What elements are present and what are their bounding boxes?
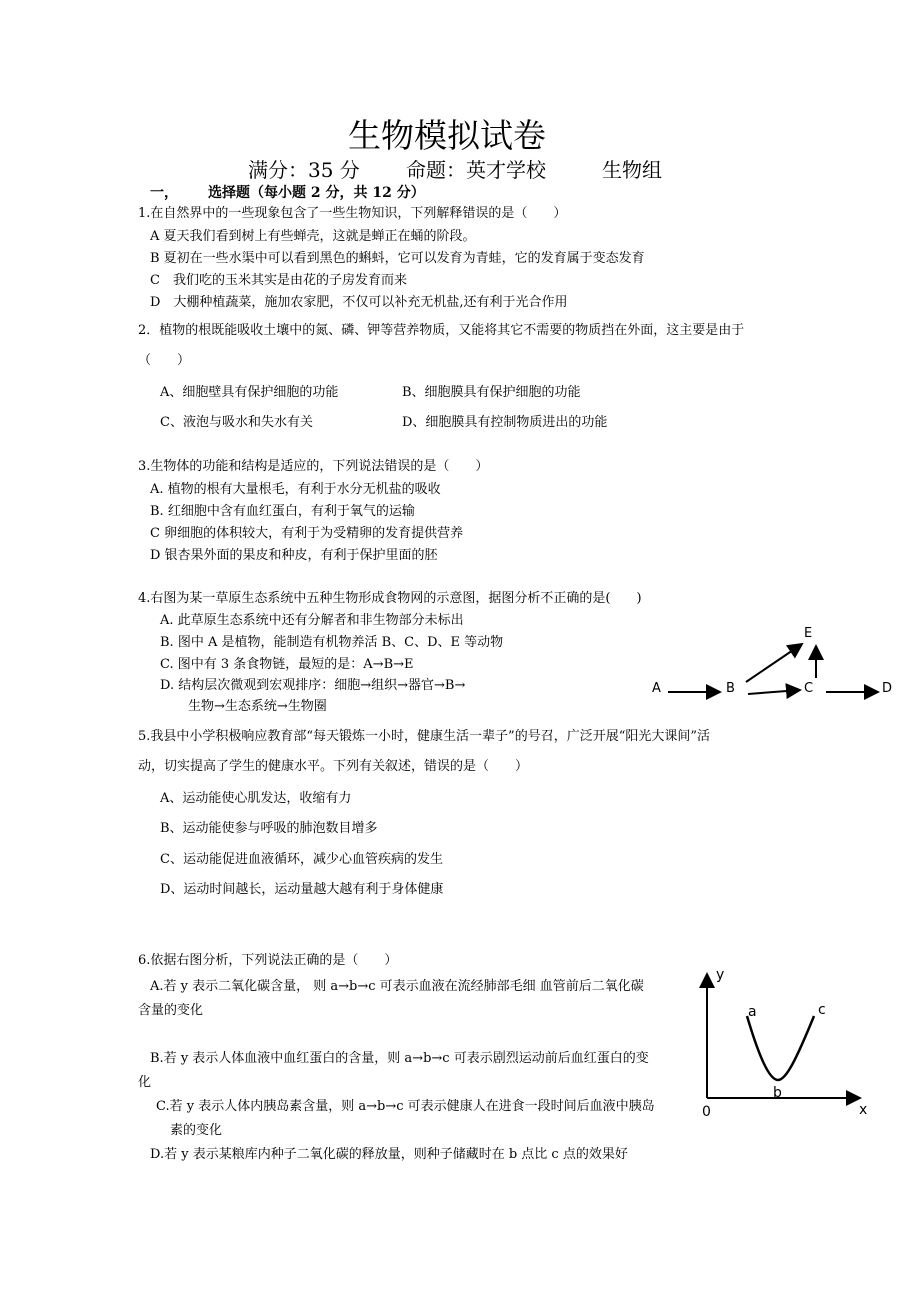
q6-option-c-line2: 素的变化 <box>170 1123 223 1138</box>
q6-option-d: D.若 y 表示某粮库内种子二氧化碳的释放量，则种子储藏时在 b 点比 c 点的效果好 <box>150 1147 628 1162</box>
curve-graph <box>690 960 880 1130</box>
arrow-b-to-e <box>746 644 802 682</box>
q1-option-c: C 我们吃的玉米其实是由花的子房发育而来 <box>150 273 407 288</box>
x-axis-label: x <box>859 1102 868 1118</box>
q4-option-d-line2: 生物→生态系统→生物圈 <box>188 699 327 714</box>
q5-stem-line2: 动，切实提高了学生的健康水平。下列有关叙述，错误的是（ ） <box>138 759 529 774</box>
node-a-label: A <box>652 681 661 696</box>
q2-stem-line1: 2．植物的根既能吸收土壤中的氮、磷、钾等营养物质，又能将其它不需要的物质挡在外面，这主要是由于 <box>138 323 745 338</box>
q3-option-c: C 卵细胞的体积较大，有利于为受精卵的发育提供营养 <box>150 526 464 541</box>
q2-stem-line2: （ ） <box>138 353 191 368</box>
food-web-diagram <box>640 616 910 706</box>
point-c-label: c <box>818 1002 826 1018</box>
q5-option-d: D、运动时间越长，运动量越大越有利于身体健康 <box>160 882 444 897</box>
q6-option-a-line2: 含量的变化 <box>138 1003 204 1018</box>
q4-option-b: B. 图中 A 是植物，能制造有机物养活 B、C、D、E 等动物 <box>160 635 504 650</box>
q2-option-a: A、细胞壁具有保护细胞的功能 <box>160 385 339 400</box>
q4-stem: 4.右图为某一草原生态系统中五种生物形成食物网的示意图，据图分析不正确的是( ) <box>138 591 642 606</box>
u-curve <box>747 1016 814 1080</box>
q6-option-c-line1: C.若 y 表示人体内胰岛素含量，则 a→b→c 可表示健康人在进食一段时间后血液中胰岛 <box>156 1099 655 1114</box>
node-b-label: B <box>726 681 735 696</box>
q2-option-d: D、细胞膜具有控制物质进出的功能 <box>402 415 608 430</box>
q6-option-b-line2: 化 <box>138 1075 152 1090</box>
q1-stem: 1.在自然界中的一些现象包含了一些生物知识，下列解释错误的是（ ） <box>138 206 567 221</box>
q4-option-c: C. 图中有 3 条食物链，最短的是：A→B→E <box>160 657 414 672</box>
origin-label: 0 <box>702 1104 711 1120</box>
y-axis-label: y <box>716 967 725 983</box>
q4-option-a: A. 此草原生态系统中还有分解者和非生物部分未标出 <box>160 613 464 628</box>
section-label: 选择题（每小题 2 分，共 12 分） <box>208 185 425 201</box>
q5-stem-line1: 5.我县中小学积极响应教育部“每天锻炼一小时，健康生活一辈子”的号召，广泛开展“阳光大课间”活 <box>138 729 710 744</box>
point-a-label: a <box>748 1004 757 1020</box>
q3-option-d: D 银杏果外面的果皮和种皮，有利于保护里面的胚 <box>150 548 438 563</box>
q5-option-c: C、运动能促进血液循环，减少心血管疾病的发生 <box>160 852 443 867</box>
q2-option-b: B、细胞膜具有保护细胞的功能 <box>402 385 581 400</box>
section-number: 一， <box>150 185 178 201</box>
q3-stem: 3.生物体的功能和结构是适应的，下列说法错误的是（ ） <box>138 459 489 474</box>
node-e-label: E <box>804 626 813 641</box>
q5-option-b: B、运动能使参与呼吸的肺泡数目增多 <box>160 821 378 836</box>
q4-option-d-line1: D. 结构层次微观到宏观排序：细胞→组织→器官→B→ <box>160 678 466 693</box>
subtitle-group: 生物组 <box>602 158 662 182</box>
q6-option-b-line1: B.若 y 表示人体血液中血红蛋白的含量，则 a→b→c 可表示剧烈运动前后血红蛋白的变 <box>150 1051 649 1066</box>
node-c-label: C <box>804 681 814 696</box>
arrow-b-to-c <box>748 690 800 694</box>
q5-option-a: A、运动能使心肌发达，收缩有力 <box>160 791 352 806</box>
node-d-label: D <box>882 681 893 696</box>
page-title: 生物模拟试卷 <box>348 116 546 155</box>
subtitle-score: 满分：35 分 <box>248 158 360 182</box>
q1-option-a: A 夏天我们看到树上有些蝉壳，这就是蝉正在蛹的阶段。 <box>150 229 476 244</box>
q3-option-a: A. 植物的根有大量根毛，有利于水分无机盐的吸收 <box>150 482 441 497</box>
q6-option-a-line1: A.若 y 表示二氧化碳含量， 则 a→b→c 可表示血液在流经肺部毛细 血管前后二氧化碳 <box>150 979 644 994</box>
subtitle-author: 命题：英才学校 <box>406 158 546 182</box>
q6-stem: 6.依据右图分析，下列说法正确的是（ ） <box>138 953 398 968</box>
q1-option-b: B 夏初在一些水渠中可以看到黑色的蝌蚪，它可以发育为青蛙，它的发育属于变态发育 <box>150 251 645 266</box>
q2-option-c: C、液泡与吸水和失水有关 <box>160 415 313 430</box>
point-b-label: b <box>773 1085 782 1101</box>
q3-option-b: B. 红细胞中含有血红蛋白，有利于氧气的运输 <box>150 504 415 519</box>
q1-option-d: D 大棚种植蔬菜，施加农家肥，不仅可以补充无机盐,还有利于光合作用 <box>150 295 568 310</box>
